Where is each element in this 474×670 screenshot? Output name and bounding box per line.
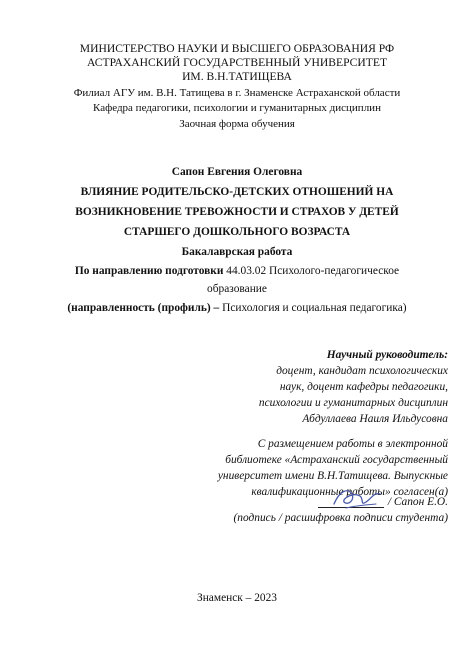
department-line: Кафедра педагогики, психологии и гуманитарных дисциплин: [93, 102, 381, 114]
supervisor-heading: Научный руководитель:: [326, 349, 448, 361]
consent-line-3: университет имени В.Н.Татищева. Выпускные: [217, 470, 448, 482]
direction-line: [0, 265, 474, 277]
consent-line-2: библиотеке «Астраханский государственный: [225, 454, 448, 466]
direction-label: По направлению подготовки: [74, 265, 224, 277]
title-line-2: ВОЗНИКНОВЕНИЕ ТРЕВОЖНОСТИ И СТРАХОВ У ДЕТЕЙ: [75, 206, 399, 218]
named-after-line: ИМ. В.Н.ТАТИЩЕВА: [182, 70, 292, 83]
profile-label: (направленность (профиль) –: [67, 302, 220, 314]
direction-value: 44.03.02 Психолого-педагогическое: [226, 265, 400, 277]
supervisor-line-1: доцент, кандидат психологических: [276, 365, 448, 377]
title-line-3: СТАРШЕГО ДОШКОЛЬНОГО ВОЗРАСТА: [123, 226, 351, 238]
ministry-line: МИНИСТЕРСТВО НАУКИ И ВЫСШЕГО ОБРАЗОВАНИЯ РФ: [79, 42, 395, 55]
signature-caption: (подпись / расшифровка подписи студента): [233, 512, 448, 524]
work-type: Бакалаврская работа: [181, 246, 293, 258]
study-form-line: Заочная форма обучения: [179, 118, 295, 130]
consent-line-4: квалификационные работы» согласен(а): [251, 486, 448, 498]
signer-name: / Сапон Е.О.: [387, 496, 448, 508]
city-year: Знаменск – 2023: [197, 592, 277, 604]
branch-line: Филиал АГУ им. В.Н. Татищева в г. Знаменске Астраханской области: [73, 87, 401, 99]
profile-line: [0, 302, 474, 314]
title-line-1: ВЛИЯНИЕ РОДИТЕЛЬСКО-ДЕТСКИХ ОТНОШЕНИЙ НА: [80, 186, 394, 198]
university-line: АСТРАХАНСКИЙ ГОСУДАРСТВЕННЫЙ УНИВЕРСИТЕТ: [86, 56, 388, 69]
profile-value: Психология и социальная педагогика): [222, 302, 407, 314]
supervisor-name: Абдуллаева Наиля Ильдусовна: [302, 413, 448, 425]
handwritten-signature: [330, 484, 386, 512]
consent-line-1: С размещением работы в электронной: [257, 438, 448, 450]
supervisor-line-2: наук, доцент кафедры педагогики,: [279, 381, 448, 393]
direction-value-cont: образование: [207, 283, 267, 295]
supervisor-line-3: психологии и гуманитарных дисциплин: [258, 397, 448, 409]
author-name: Сапон Евгения Олеговна: [171, 166, 303, 178]
